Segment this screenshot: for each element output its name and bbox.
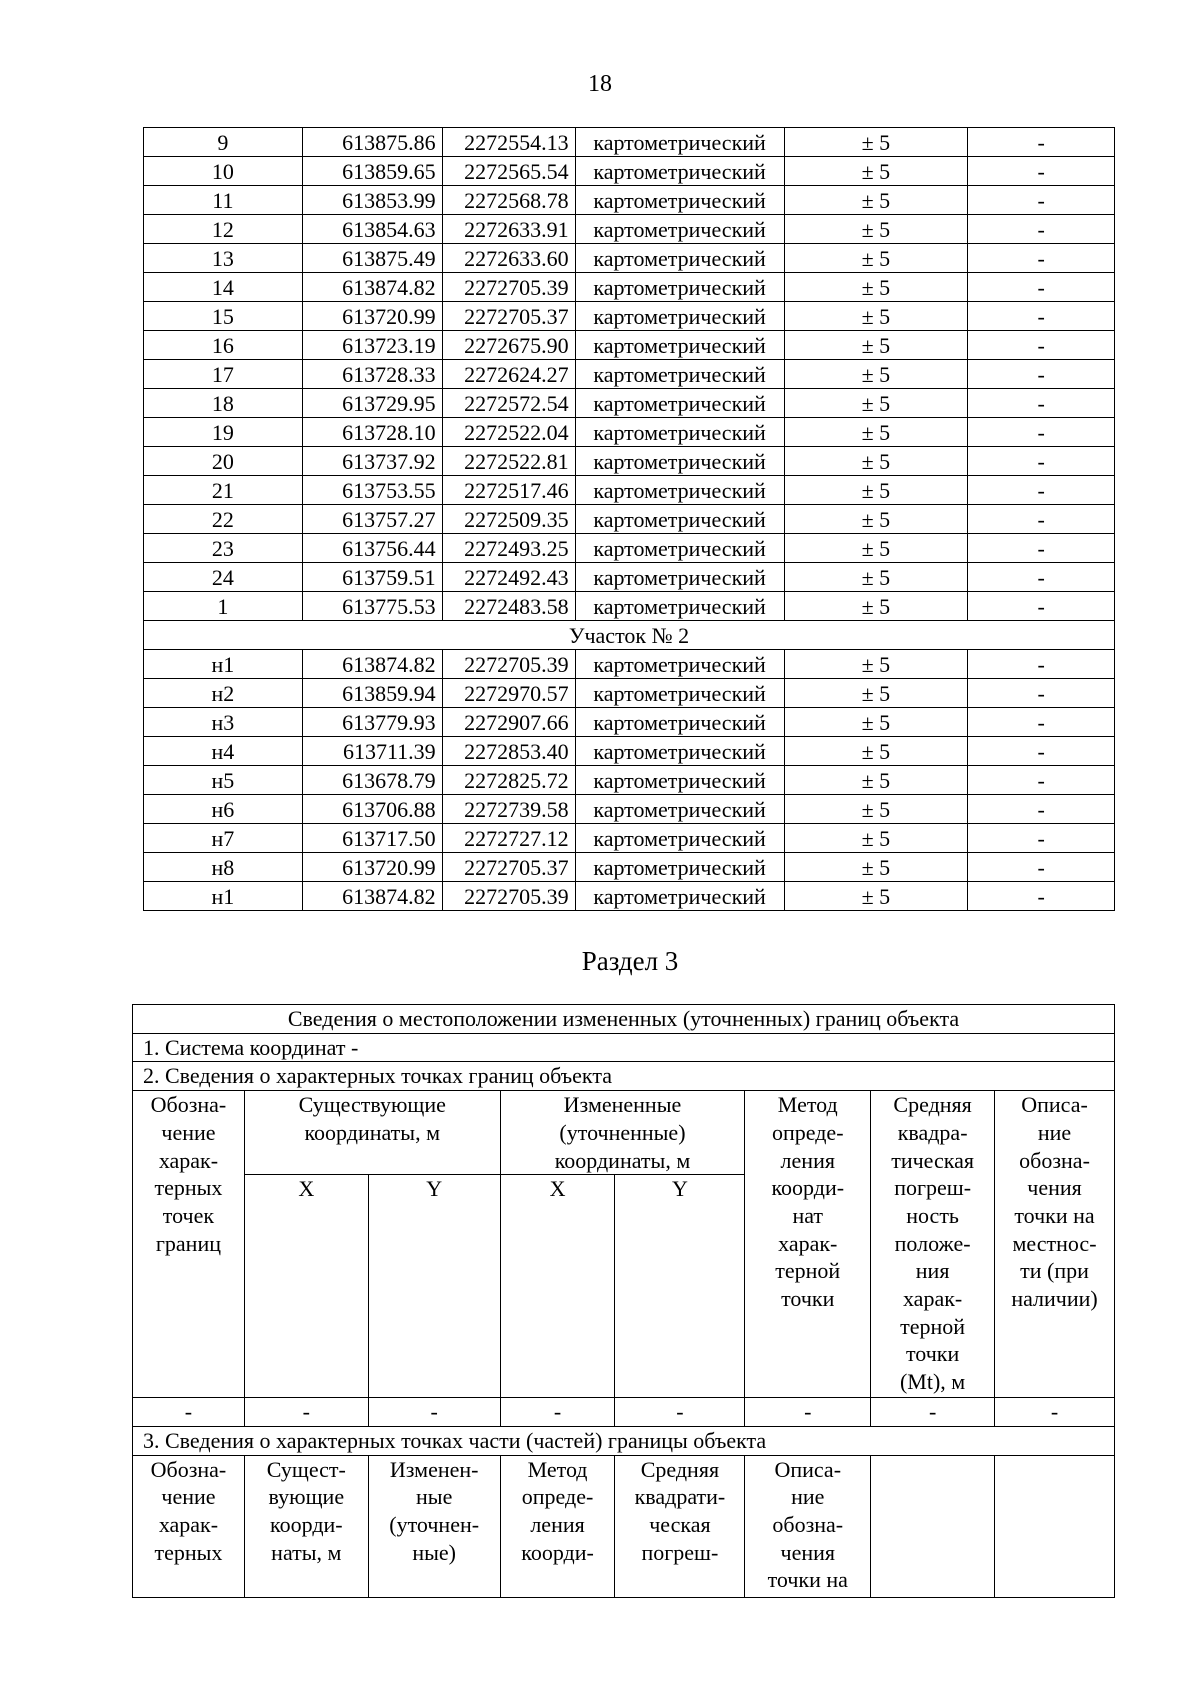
cell-y: 2272554.13	[442, 128, 575, 157]
cell-x: 613875.49	[302, 244, 442, 273]
cell-y: 2272633.60	[442, 244, 575, 273]
cell-accuracy: ± 5	[784, 360, 968, 389]
empty-cell: -	[995, 1398, 1115, 1427]
cell-y: 2272970.57	[442, 679, 575, 708]
empty-cell: -	[745, 1398, 871, 1427]
cell-point: 21	[144, 476, 303, 505]
header3-description: Описа- ние обозна- чения точки на	[745, 1455, 871, 1597]
cell-x: 613717.50	[302, 824, 442, 853]
coordinates-table	[143, 127, 1115, 911]
cell-y: 2272517.46	[442, 476, 575, 505]
cell-method: картометрический	[575, 476, 784, 505]
cell-y: 2272624.27	[442, 360, 575, 389]
cell-accuracy: ± 5	[784, 215, 968, 244]
cell-y: 2272572.54	[442, 389, 575, 418]
cell-description: -	[968, 592, 1115, 621]
section-heading: Раздел 3	[581, 946, 679, 976]
table-row	[144, 824, 1115, 853]
cell-point: 18	[144, 389, 303, 418]
cell-point: н2	[144, 679, 303, 708]
cell-x: 613678.79	[302, 766, 442, 795]
cell-y: 2272565.54	[442, 157, 575, 186]
table-row	[144, 128, 1115, 157]
table-row	[144, 418, 1115, 447]
cell-method: картометрический	[575, 882, 784, 911]
cell-accuracy: ± 5	[784, 244, 968, 273]
cell-accuracy: ± 5	[784, 563, 968, 592]
header3-point-designation: Обозна- чение харак- терных	[133, 1455, 245, 1597]
cell-point: 12	[144, 215, 303, 244]
cell-point: 24	[144, 563, 303, 592]
cell-x: 613728.10	[302, 418, 442, 447]
cell-x: 613757.27	[302, 505, 442, 534]
cell-x: 613728.33	[302, 360, 442, 389]
cell-description: -	[968, 679, 1115, 708]
cell-x: 613720.99	[302, 853, 442, 882]
cell-method: картометрический	[575, 418, 784, 447]
table-row	[144, 766, 1115, 795]
coordinate-system: 1. Система координат -	[133, 1033, 1115, 1062]
empty-cell: -	[871, 1398, 995, 1427]
cell-accuracy: ± 5	[784, 650, 968, 679]
header-existing-x: X	[244, 1175, 368, 1398]
cell-point: 20	[144, 447, 303, 476]
cell-y: 2272568.78	[442, 186, 575, 215]
cell-y: 2272522.81	[442, 447, 575, 476]
cell-accuracy: ± 5	[784, 737, 968, 766]
cell-x: 613711.39	[302, 737, 442, 766]
table-row	[144, 157, 1115, 186]
cell-accuracy: ± 5	[784, 273, 968, 302]
cell-x: 613706.88	[302, 795, 442, 824]
cell-y: 2272675.90	[442, 331, 575, 360]
header3-empty-cell	[995, 1455, 1115, 1597]
header-changed-x: X	[500, 1175, 615, 1398]
cell-description: -	[968, 244, 1115, 273]
cell-method: картометрический	[575, 563, 784, 592]
cell-method: картометрический	[575, 737, 784, 766]
cell-description: -	[968, 273, 1115, 302]
header-method: Метод опреде- ления коорди- нат харак- терной точки	[745, 1091, 871, 1398]
cell-point: 13	[144, 244, 303, 273]
cell-accuracy: ± 5	[784, 795, 968, 824]
cell-description: -	[968, 650, 1115, 679]
cell-x: 613756.44	[302, 534, 442, 563]
cell-description: -	[968, 505, 1115, 534]
cell-x: 613775.53	[302, 592, 442, 621]
table-row	[144, 853, 1115, 882]
cell-accuracy: ± 5	[784, 389, 968, 418]
cell-accuracy: ± 5	[784, 157, 968, 186]
cell-method: картометрический	[575, 215, 784, 244]
empty-cell: -	[133, 1398, 245, 1427]
cell-y: 2272705.37	[442, 853, 575, 882]
table-row	[144, 215, 1115, 244]
cell-y: 2272705.39	[442, 650, 575, 679]
section3-title: Сведения о местоположении измененных (уточненных) границ объекта	[133, 1005, 1115, 1034]
cell-accuracy: ± 5	[784, 128, 968, 157]
plot-2-title: Участок № 2	[144, 621, 1115, 650]
cell-y: 2272853.40	[442, 737, 575, 766]
subsection-2-title: 2. Сведения о характерных точках границ объекта	[133, 1062, 1115, 1091]
table-row	[144, 273, 1115, 302]
cell-method: картометрический	[575, 592, 784, 621]
cell-method: картометрический	[575, 331, 784, 360]
cell-description: -	[968, 563, 1115, 592]
cell-description: -	[968, 795, 1115, 824]
cell-point: н5	[144, 766, 303, 795]
cell-y: 2272492.43	[442, 563, 575, 592]
cell-x: 613759.51	[302, 563, 442, 592]
cell-method: картометрический	[575, 360, 784, 389]
cell-method: картометрический	[575, 302, 784, 331]
cell-method: картометрический	[575, 186, 784, 215]
cell-y: 2272483.58	[442, 592, 575, 621]
cell-description: -	[968, 708, 1115, 737]
cell-accuracy: ± 5	[784, 592, 968, 621]
table-row	[144, 534, 1115, 563]
cell-point: н7	[144, 824, 303, 853]
cell-method: картометрический	[575, 273, 784, 302]
table-row	[144, 882, 1115, 911]
cell-method: картометрический	[575, 824, 784, 853]
cell-description: -	[968, 128, 1115, 157]
table-row	[144, 505, 1115, 534]
cell-method: картометрический	[575, 795, 784, 824]
table-row	[144, 186, 1115, 215]
cell-y: 2272493.25	[442, 534, 575, 563]
header-point-designation: Обозна- чение харак- терных точек границ	[133, 1091, 245, 1398]
cell-description: -	[968, 186, 1115, 215]
cell-y: 2272727.12	[442, 824, 575, 853]
table-row	[144, 592, 1115, 621]
cell-x: 613737.92	[302, 447, 442, 476]
cell-point: н3	[144, 708, 303, 737]
header3-method: Метод опреде- ления коорди-	[500, 1455, 615, 1597]
cell-description: -	[968, 447, 1115, 476]
header-accuracy: Средняя квадра- тическая погреш- ность положе- ния харак- терной точки (Mt), м	[871, 1091, 995, 1398]
table-row	[144, 563, 1115, 592]
cell-method: картометрический	[575, 766, 784, 795]
cell-point: 23	[144, 534, 303, 563]
cell-y: 2272509.35	[442, 505, 575, 534]
cell-method: картометрический	[575, 128, 784, 157]
cell-point: 19	[144, 418, 303, 447]
header-existing-coordinates: Существующие координаты, м	[244, 1091, 500, 1175]
cell-y: 2272907.66	[442, 708, 575, 737]
cell-point: н6	[144, 795, 303, 824]
cell-method: картометрический	[575, 244, 784, 273]
cell-description: -	[968, 853, 1115, 882]
cell-point: н4	[144, 737, 303, 766]
cell-method: картометрический	[575, 447, 784, 476]
empty-data-row	[133, 1398, 1115, 1427]
header3-existing: Сущест- вующие коорди- наты, м	[244, 1455, 368, 1597]
cell-accuracy: ± 5	[784, 186, 968, 215]
cell-description: -	[968, 389, 1115, 418]
table-row	[144, 331, 1115, 360]
cell-description: -	[968, 331, 1115, 360]
table-row	[144, 476, 1115, 505]
cell-accuracy: ± 5	[784, 505, 968, 534]
cell-description: -	[968, 737, 1115, 766]
plot-2-title-row	[144, 621, 1115, 650]
cell-point: н8	[144, 853, 303, 882]
cell-description: -	[968, 215, 1115, 244]
subsection-3-title: 3. Сведения о характерных точках части (частей) границы объекта	[133, 1426, 1115, 1455]
cell-description: -	[968, 534, 1115, 563]
cell-method: картометрический	[575, 679, 784, 708]
cell-point: 1	[144, 592, 303, 621]
empty-cell: -	[368, 1398, 500, 1427]
cell-description: -	[968, 157, 1115, 186]
cell-point: 22	[144, 505, 303, 534]
empty-cell: -	[615, 1398, 745, 1427]
cell-accuracy: ± 5	[784, 476, 968, 505]
cell-x: 613720.99	[302, 302, 442, 331]
page-number: 18	[588, 71, 612, 97]
section3-table	[132, 1004, 1115, 1598]
cell-accuracy: ± 5	[784, 447, 968, 476]
header3-accuracy: Средняя квадрати- ческая погреш-	[615, 1455, 745, 1597]
cell-accuracy: ± 5	[784, 766, 968, 795]
cell-description: -	[968, 302, 1115, 331]
cell-description: -	[968, 418, 1115, 447]
cell-x: 613874.82	[302, 273, 442, 302]
cell-y: 2272739.58	[442, 795, 575, 824]
cell-point: 11	[144, 186, 303, 215]
empty-cell: -	[244, 1398, 368, 1427]
cell-method: картометрический	[575, 853, 784, 882]
cell-x: 613874.82	[302, 882, 442, 911]
cell-accuracy: ± 5	[784, 853, 968, 882]
cell-method: картометрический	[575, 650, 784, 679]
cell-description: -	[968, 882, 1115, 911]
table-row	[144, 389, 1115, 418]
cell-method: картометрический	[575, 157, 784, 186]
cell-description: -	[968, 360, 1115, 389]
cell-method: картометрический	[575, 505, 784, 534]
cell-x: 613729.95	[302, 389, 442, 418]
table-row	[144, 360, 1115, 389]
cell-x: 613779.93	[302, 708, 442, 737]
cell-accuracy: ± 5	[784, 302, 968, 331]
cell-y: 2272705.39	[442, 273, 575, 302]
cell-x: 613859.94	[302, 679, 442, 708]
header3-empty-cell	[871, 1455, 995, 1597]
cell-x: 613723.19	[302, 331, 442, 360]
header-existing-y: Y	[368, 1175, 500, 1398]
cell-accuracy: ± 5	[784, 824, 968, 853]
table-row	[144, 679, 1115, 708]
empty-cell: -	[500, 1398, 615, 1427]
cell-description: -	[968, 766, 1115, 795]
table-row	[144, 708, 1115, 737]
table-row	[144, 447, 1115, 476]
cell-description: -	[968, 476, 1115, 505]
cell-y: 2272522.04	[442, 418, 575, 447]
cell-x: 613853.99	[302, 186, 442, 215]
cell-x: 613875.86	[302, 128, 442, 157]
cell-description: -	[968, 824, 1115, 853]
cell-method: картометрический	[575, 534, 784, 563]
cell-y: 2272633.91	[442, 215, 575, 244]
cell-point: н1	[144, 650, 303, 679]
cell-accuracy: ± 5	[784, 708, 968, 737]
cell-x: 613874.82	[302, 650, 442, 679]
cell-point: 16	[144, 331, 303, 360]
cell-method: картометрический	[575, 708, 784, 737]
header-description: Описа- ние обозна- чения точки на местнос- ти (при наличии)	[995, 1091, 1115, 1398]
cell-x: 613859.65	[302, 157, 442, 186]
table-row	[144, 244, 1115, 273]
cell-point: 17	[144, 360, 303, 389]
cell-point: 9	[144, 128, 303, 157]
header3-changed: Изменен- ные (уточнен- ные)	[368, 1455, 500, 1597]
cell-y: 2272705.37	[442, 302, 575, 331]
cell-point: н1	[144, 882, 303, 911]
header-changed-y: Y	[615, 1175, 745, 1398]
cell-point: 15	[144, 302, 303, 331]
cell-accuracy: ± 5	[784, 882, 968, 911]
table-row	[144, 650, 1115, 679]
cell-accuracy: ± 5	[784, 418, 968, 447]
cell-accuracy: ± 5	[784, 331, 968, 360]
cell-x: 613753.55	[302, 476, 442, 505]
cell-y: 2272825.72	[442, 766, 575, 795]
header-changed-coordinates: Измененные (уточненные) координаты, м	[500, 1091, 745, 1175]
cell-accuracy: ± 5	[784, 534, 968, 563]
table-row	[144, 737, 1115, 766]
cell-point: 10	[144, 157, 303, 186]
cell-point: 14	[144, 273, 303, 302]
cell-accuracy: ± 5	[784, 679, 968, 708]
cell-method: картометрический	[575, 389, 784, 418]
table-row	[144, 302, 1115, 331]
cell-x: 613854.63	[302, 215, 442, 244]
table-row	[144, 795, 1115, 824]
cell-y: 2272705.39	[442, 882, 575, 911]
